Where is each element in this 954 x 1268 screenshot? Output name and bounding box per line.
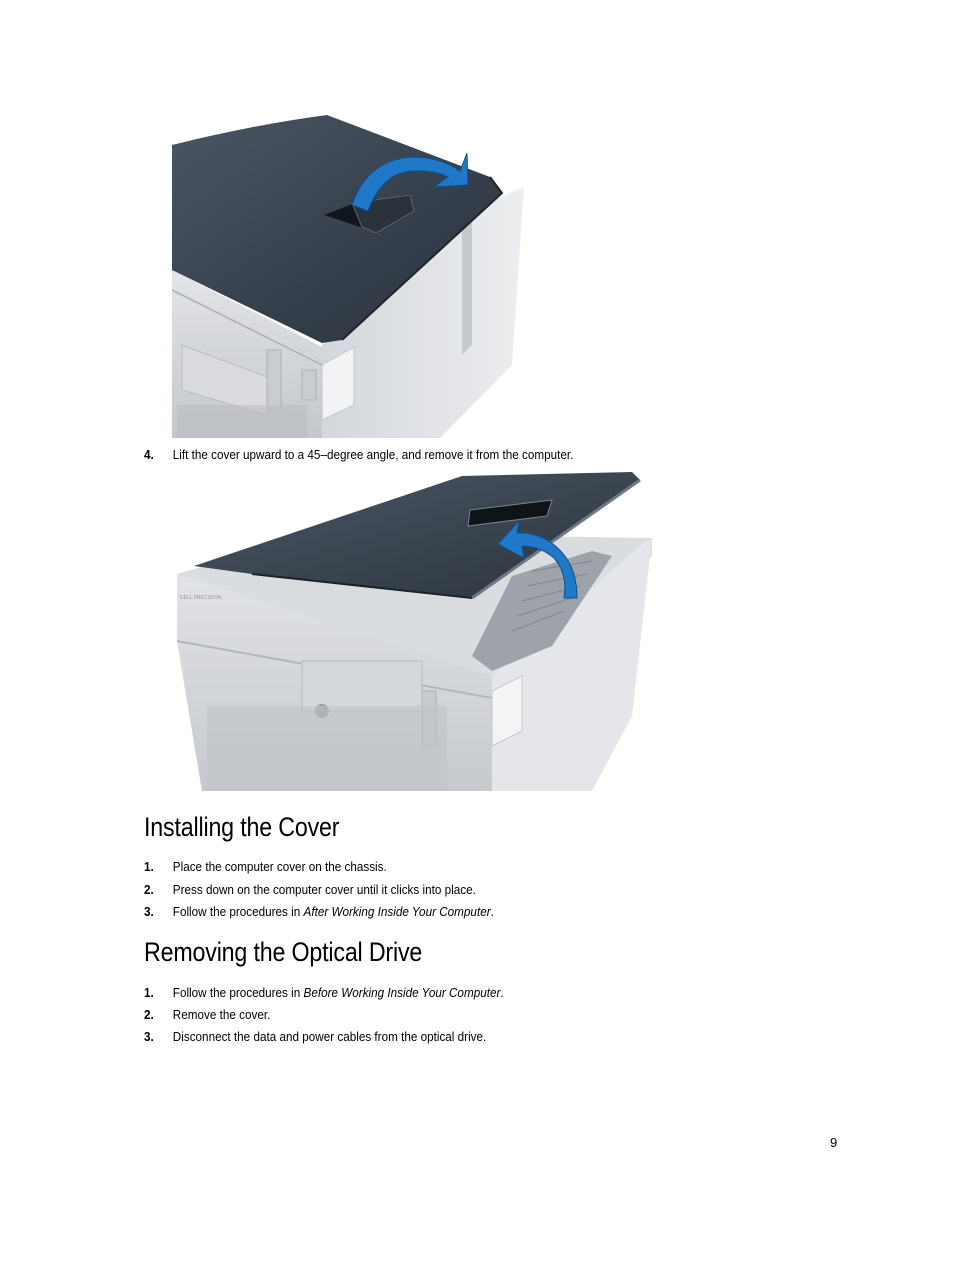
step-install-2: 2. Press down on the computer cover until it clicks into place. — [144, 882, 476, 897]
step-remove-1: 1. Follow the procedures in Before Working Inside Your Computer. — [144, 985, 504, 1000]
cover-lift-illustration — [172, 466, 662, 791]
step-remove-2: 2. Remove the cover. — [144, 1007, 271, 1022]
step-install-1: 1. Place the computer cover on the chassis. — [144, 859, 387, 874]
heading-removing-optical-drive: Removing the Optical Drive — [144, 937, 423, 967]
page-number: 9 — [830, 1135, 838, 1150]
reference-after-working: After Working Inside Your Computer — [303, 904, 491, 919]
step-lift-cover: 4. Lift the cover upward to a 45–degree angle, and remove it from the computer. — [144, 447, 574, 462]
step-remove-3: 3. Disconnect the data and power cables from the optical drive. — [144, 1029, 487, 1044]
cover-latch-illustration — [172, 115, 532, 438]
step-install-3: 3. Follow the procedures in After Working Inside Your Computer. — [144, 904, 494, 919]
heading-installing-cover: Installing the Cover — [144, 812, 340, 842]
svg-text:DELL PRECISION: DELL PRECISION — [180, 595, 222, 601]
reference-before-working: Before Working Inside Your Computer — [303, 985, 501, 1000]
